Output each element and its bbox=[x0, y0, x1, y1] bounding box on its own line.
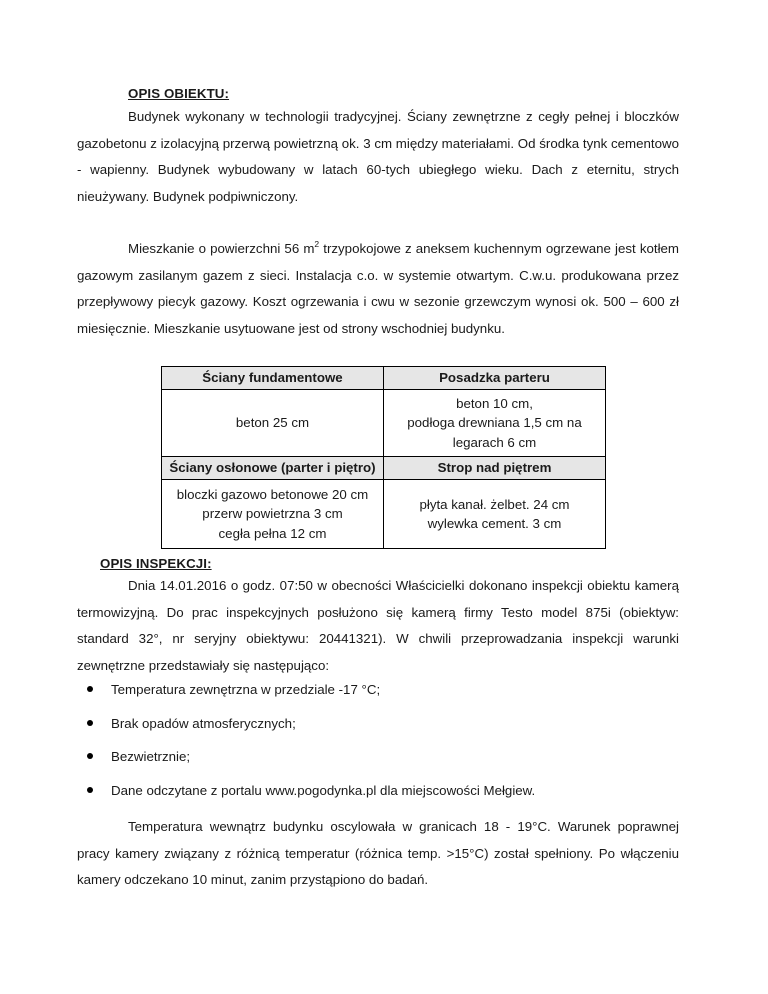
paragraph-apartment-description bbox=[77, 236, 679, 342]
cell-line: płyta kanał. żelbet. 24 cm bbox=[419, 496, 570, 512]
list-item-text: Bezwietrznie; bbox=[111, 749, 191, 764]
list-item-text: Dane odczytane z portalu www.pogodynka.pl dla miejscowości Mełgiew. bbox=[111, 782, 536, 798]
header-posadzka-parteru: Posadzka parteru bbox=[384, 367, 606, 390]
list-item bbox=[87, 680, 687, 714]
list-item bbox=[87, 714, 687, 748]
header-strop-nad-pietrem: Strop nad piętrem bbox=[384, 457, 606, 480]
cell-line: legarach 6 cm bbox=[452, 434, 537, 450]
bullet-icon bbox=[87, 787, 93, 793]
table-row bbox=[162, 457, 606, 480]
table-row bbox=[162, 367, 606, 390]
cell-line: beton 10 cm, bbox=[456, 395, 533, 411]
header-sciany-oslonowe: Ściany osłonowe (parter i piętro) bbox=[162, 457, 384, 480]
paragraph-text: Budynek wykonany w technologii tradycyjnej. Ściany zewnętrzne z cegły pełnej i bloczków gazobetonu z izolacyjną przerwą powietrzną ok. 3 cm między materiałami. Od środka tynk cementowo - wapienny. Budynek wybudowany w latach 60-tych ubiegłego wieku. Dach z eternitu, strych nieużywany. Budynek podpiwniczony. bbox=[77, 109, 679, 204]
conditions-list bbox=[87, 680, 687, 814]
paragraph-building-description bbox=[77, 104, 679, 210]
cell-line: przerw powietrzna 3 cm bbox=[202, 506, 343, 522]
cell-line: beton 25 cm bbox=[235, 415, 310, 431]
construction-table bbox=[161, 366, 606, 549]
cell-line: cegła pełna 12 cm bbox=[218, 525, 327, 541]
list-item bbox=[87, 747, 687, 781]
paragraph-text-start: Mieszkanie o powierzchni 56 m bbox=[128, 241, 315, 256]
cell-line: podłoga drewniana 1,5 cm na bbox=[407, 415, 582, 431]
cell-oslonowe-value bbox=[162, 480, 384, 549]
cell-line: bloczki gazowo betonowe 20 cm bbox=[176, 486, 369, 502]
paragraph-temperature-conditions bbox=[77, 814, 679, 894]
paragraph-text: Dnia 14.01.2016 o godz. 07:50 w obecności Właścicielki dokonano inspekcji obiektu kamerą termowizyjną. Do prac inspekcyjnych posłużono się kamerą firmy Testo model 875i (obiektyw: standard 32°, nr seryjny obiektywu: 20441321). W chwili przeprowadzania inspekcji warunki zewnętrzne przedstawiały się następująco: bbox=[77, 578, 679, 673]
paragraph-inspection-description bbox=[77, 573, 679, 679]
heading-opis-obiektu: OPIS OBIEKTU: bbox=[128, 86, 230, 101]
cell-fundamentowe-value bbox=[162, 390, 384, 457]
paragraph-text: Temperatura wewnątrz budynku oscylowała w granicach 18 - 19°C. Warunek poprawnej pracy kamery związany z różnicą temperatur (różnica temp. >15°C) został spełniony. Po włączeniu kamery odczekano 10 minut, zanim przystąpiono do badań. bbox=[77, 819, 679, 887]
bullet-icon bbox=[87, 720, 93, 726]
list-item-text: Brak opadów atmosferycznych; bbox=[111, 715, 296, 731]
bullet-icon bbox=[87, 753, 93, 759]
list-item-text: Temperatura zewnętrzna w przedziale -17 °C; bbox=[111, 682, 381, 697]
header-sciany-fundamentowe: Ściany fundamentowe bbox=[162, 367, 384, 390]
superscript-2: 2 bbox=[314, 239, 320, 249]
bullet-icon bbox=[87, 686, 93, 692]
table-row bbox=[162, 390, 606, 457]
cell-strop-value bbox=[384, 480, 606, 549]
table-row bbox=[162, 480, 606, 549]
cell-line: wylewka cement. 3 cm bbox=[427, 516, 562, 531]
heading-opis-inspekcji: OPIS INSPEKCJI: bbox=[100, 556, 212, 571]
cell-posadzka-value bbox=[384, 390, 606, 457]
list-item bbox=[87, 781, 687, 815]
paragraph-text-rest: trzypokojowe z aneksem kuchennym ogrzewane jest kotłem gazowym zasilanym gazem z sieci. Instalacja c.o. w systemie otwartym. C.w.u. produkowana przez przepływowy piecyk gazowy. Koszt ogrzewania i cwu w sezonie grzewczym wynosi ok. 500 – 600 zł miesięcznie. Mieszkanie usytuowane jest od strony wschodniej budynku. bbox=[77, 241, 680, 336]
